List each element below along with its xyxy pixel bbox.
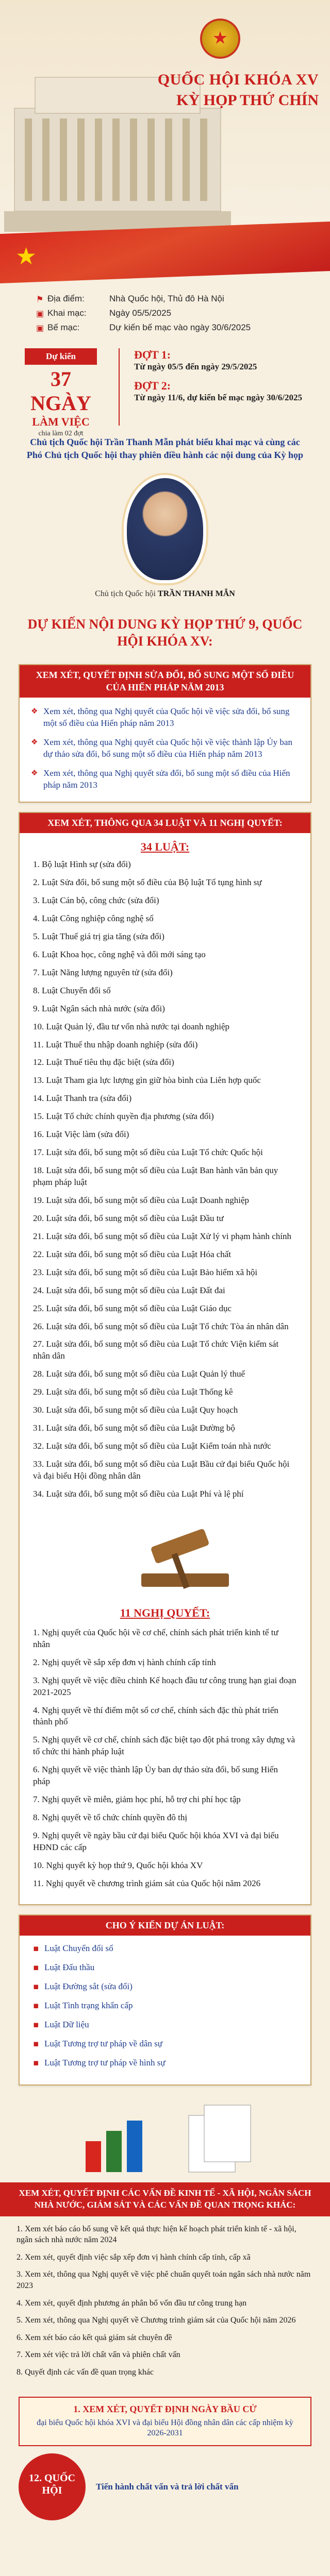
list-item: 18. Luật sửa đổi, bổ sung một số điều của Luật Ban hành văn bản quy phạm pháp luật xyxy=(33,1165,278,1188)
list-item: 22. Luật sửa đổi, bổ sung một số điều của Luật Hóa chất xyxy=(33,1249,232,1259)
list-item: ❖ Xem xét, thông qua Nghị quyết của Quốc hội về việc thành lập Ủy ban dự thảo sửa đổi, bổ sung một số điều của Hiến pháp năm 2013 xyxy=(31,737,299,760)
callout-caption: 1. XEM XÉT, QUYẾT ĐỊNH NGÀY BẦU CỬ xyxy=(73,2403,257,2414)
info-value: Nhà Quốc hội, Thủ đô Hà Nội xyxy=(109,294,224,303)
documents-icon xyxy=(19,2095,311,2177)
list-item: 2. Xem xét, quyết định việc sắp xếp đơn vị hành chính cấp tỉnh, cấp xã xyxy=(16,2252,251,2262)
list-item: 7. Nghị quyết về miễn, giảm học phí, hỗ trợ chi phí học tập xyxy=(33,1794,241,1805)
info-closing xyxy=(36,323,299,333)
list-item: 3. Luật Cán bộ, công chức (sửa đổi) xyxy=(33,895,159,906)
list-item: 3. Xem xét, thông qua Nghị quyết về việc phê chuẩn quyết toán ngân sách nhà nước năm 2023 xyxy=(16,2270,311,2290)
info-value: Ngày 05/5/2025 xyxy=(109,308,172,318)
info-opening xyxy=(36,308,299,318)
list-item: 8. Nghị quyết về tổ chức chính quyền đô thị xyxy=(33,1812,188,1823)
list-item: 13. Luật Tham gia lực lượng gìn giữ hòa bình của Liên hợp quốc xyxy=(33,1075,261,1086)
list-item: 29. Luật sửa đổi, bổ sung một số điều của Luật Thống kê xyxy=(33,1387,233,1397)
closing-text: Tiến hành chất vấn và trả lời chất vấn xyxy=(96,2482,239,2492)
laws-subhead: 34 LUẬT: xyxy=(140,840,190,854)
list-item: 11. Nghị quyết về chương trình giám sát của Quốc hội năm 2026 xyxy=(33,1878,261,1888)
closing-badge: 12. QUỐC HỘI xyxy=(19,2453,86,2520)
list-item: 7. Xem xét việc trả lời chất vấn và phiên chất vấn xyxy=(16,2350,180,2360)
program-heading: DỰ KIẾN NỘI DUNG KỲ HỌP THỨ 9, QUỐC HỘI KHÓA XV: xyxy=(27,617,303,649)
list-item: 20. Luật sửa đổi, bổ sung một số điều của Luật Đầu tư xyxy=(33,1213,224,1223)
list-item: 31. Luật sửa đổi, bổ sung một số điều của Luật Đường bộ xyxy=(33,1423,235,1433)
list-item: 6. Nghị quyết về việc thành lập Ủy ban dự thảo sửa đổi, bổ sung Hiến pháp xyxy=(33,1765,278,1787)
president-portrait-block xyxy=(0,467,330,611)
duration-days: 37 NGÀY xyxy=(30,367,91,415)
phase-title: ĐỢT 1: xyxy=(134,348,171,361)
list-item: 33. Luật sửa đổi, bổ sung một số điều của Luật Bầu cử đại biểu Quốc hội và đại biểu Hội đồng nhân dân xyxy=(33,1459,290,1481)
list-item: 2. Nghị quyết về sắp xếp đơn vị hành chính cấp tỉnh xyxy=(33,1657,216,1667)
laws-panel xyxy=(19,812,311,1905)
title-line-2: KỲ HỌP THỨ CHÍN xyxy=(176,92,319,109)
opinion-list xyxy=(20,1936,310,2084)
panel-title: XEM XÉT, QUYẾT ĐỊNH SỬA ĐỔI, BỔ SUNG MỘT SỐ ĐIỀU CỦA HIẾN PHÁP NĂM 2013 xyxy=(20,665,310,698)
phase-1 xyxy=(134,348,309,372)
question-session-block xyxy=(19,2453,311,2520)
caption-name: TRẦN THANH MẪN xyxy=(157,589,235,599)
list-item: 4. Xem xét, quyết định phương án phân bổ vốn đầu tư công trung hạn xyxy=(16,2298,247,2308)
president-portrait xyxy=(124,475,206,583)
flag-star-icon: ★ xyxy=(15,242,37,270)
callout-text: đại biểu Quốc hội khóa XVI và đại biểu Hội đồng nhân dân các cấp nhiệm kỳ 2026-2031 xyxy=(37,2418,293,2438)
duration-box xyxy=(25,348,97,437)
list-item: 6. Xem xét báo cáo kết quả giám sát chuyên đề xyxy=(16,2333,172,2342)
list-item: 7. Luật Năng lượng nguyên tử (sửa đổi) xyxy=(33,967,173,977)
list-item: ▪ Luật Tình trạng khẩn cấp xyxy=(33,2000,297,2012)
list-item: ❖ Xem xét, thông qua Nghị quyết sửa đổi, bổ sung một số điều của Hiến pháp năm 2013 xyxy=(31,768,299,791)
list-item: 14. Luật Thanh tra (sửa đổi) xyxy=(33,1093,132,1104)
schedule-block xyxy=(0,338,330,437)
list-item: 30. Luật sửa đổi, bổ sung một số điều của Luật Quy hoạch xyxy=(33,1405,238,1415)
duration-header: Dự kiến xyxy=(25,348,97,365)
list-item: 5. Nghị quyết về cơ chế, chính sách đặc biệt tạo đột phá trong xây dựng và tổ chức thi hành pháp luật xyxy=(33,1735,295,1757)
list-item: 3. Nghị quyết về việc điều chỉnh Kế hoạch đầu tư công trung hạn giai đoạn 2021-2025 xyxy=(33,1675,296,1697)
list-item: 10. Nghị quyết kỳ họp thứ 9, Quốc hội khóa XV xyxy=(33,1860,203,1870)
gavel-icon xyxy=(38,1517,330,1599)
list-item: 4. Nghị quyết về thí điểm một số cơ chế, chính sách đặc thù phát triển thành phố xyxy=(33,1705,278,1727)
list-item: 27. Luật sửa đổi, bổ sung một số điều của Luật Tổ chức Viện kiểm sát nhân dân xyxy=(33,1339,279,1361)
list-item: 5. Luật Thuế giá trị gia tăng (sửa đổi) xyxy=(33,931,164,941)
list-item: ❖ Xem xét, thông qua Nghị quyết của Quốc hội về việc sửa đổi, bổ sung một số điều của Hiến pháp năm 2013 xyxy=(31,706,299,730)
constitution-panel xyxy=(19,664,311,802)
constitution-list xyxy=(20,698,310,802)
duration-unit: LÀM VIỆC xyxy=(32,415,90,428)
list-item: ▪ Luật Chuyển đổi số xyxy=(33,1943,297,1955)
list-item: 1. Xem xét báo cáo bổ sung về kết quả thực hiện kế hoạch phát triển kinh tế - xã hội, ngân sách nhà nước năm 2024 xyxy=(16,2224,296,2245)
caption-prefix: Chủ tịch Quốc hội xyxy=(95,589,156,599)
list-item: 2. Luật Sửa đổi, bổ sung một số điều của Bộ luật Tố tụng hình sự xyxy=(33,877,262,888)
gavel-illustration xyxy=(38,1517,292,1599)
phase-dates: Từ ngày 05/5 đến ngày 29/5/2025 xyxy=(134,362,257,371)
duration-split: chia làm 02 đợt xyxy=(38,430,84,437)
list-item: 25. Luật sửa đổi, bổ sung một số điều của Luật Giáo dục xyxy=(33,1303,232,1313)
list-item: 11. Luật Thuế thu nhập doanh nghiệp (sửa đổi) xyxy=(33,1039,198,1049)
list-item: 5. Xem xét, thông qua Nghị quyết về Chương trình giám sát của Quốc hội năm 2026 xyxy=(16,2316,296,2325)
list-item: ▪ Luật Dữ liệu xyxy=(33,2019,297,2031)
hero-banner xyxy=(0,0,330,319)
election-callout xyxy=(19,2397,311,2447)
list-item: 17. Luật sửa đổi, bổ sung một số điều của Luật Tổ chức Quốc hội xyxy=(33,1147,263,1158)
list-item: 1. Bộ luật Hình sự (sửa đổi) xyxy=(33,859,131,870)
session-info xyxy=(36,294,299,333)
title-line-1: QUỐC HỘI KHÓA XV xyxy=(157,71,319,88)
list-item: 8. Quyết định các vấn đề quan trọng khác xyxy=(16,2367,154,2377)
info-label: Địa điểm: xyxy=(47,294,85,303)
supervision-heading: XEM XÉT, QUYẾT ĐỊNH CÁC VẤN ĐỀ KINH TẾ - XÃ HỘI, NGÂN SÁCH NHÀ NƯỚC, GIÁM SÁT VÀ CÁC VẤN ĐỀ QUAN TRỌNG KHÁC: xyxy=(0,2182,330,2216)
list-item: ▪ Luật Tương trợ tư pháp về dân sự xyxy=(33,2038,297,2050)
list-item: ▪ Luật Đường sắt (sửa đổi) xyxy=(33,1981,297,1993)
phase-dates: Từ ngày 11/6, dự kiến bế mạc ngày 30/6/2025 xyxy=(134,393,302,402)
resolution-list xyxy=(20,1625,310,1904)
list-item: 15. Luật Tổ chức chính quyền địa phương (sửa đổi) xyxy=(33,1111,214,1122)
list-item: 10. Luật Quản lý, đầu tư vốn nhà nước tại doanh nghiệp xyxy=(33,1021,230,1031)
info-location xyxy=(36,294,299,304)
list-item: 32. Luật sửa đổi, bổ sung một số điều của Luật Kiểm toán nhà nước xyxy=(33,1441,271,1451)
panel-title: XEM XÉT, THÔNG QUA 34 LUẬT VÀ 11 NGHỊ QUYẾT: xyxy=(20,813,310,833)
phase-title: ĐỢT 2: xyxy=(134,379,171,392)
list-item: ▪ Luật Tương trợ tư pháp về hình sự xyxy=(33,2057,297,2069)
law-list xyxy=(20,859,310,1512)
list-item: 28. Luật sửa đổi, bổ sung một số điều của Luật Quản lý thuế xyxy=(33,1369,245,1379)
info-label: Khai mạc: xyxy=(47,308,87,318)
list-item: 8. Luật Chuyển đổi số xyxy=(33,985,111,995)
list-item: 6. Luật Khoa học, công nghệ và đổi mới sáng tạo xyxy=(33,949,206,959)
calendar-icon: ▣ xyxy=(36,308,44,318)
info-label: Bế mạc: xyxy=(47,323,80,332)
schedule-divider xyxy=(119,348,120,426)
list-item: 26. Luật sửa đổi, bổ sung một số điều của Luật Tổ chức Tòa án nhân dân xyxy=(33,1321,289,1331)
list-item: 24. Luật sửa đổi, bổ sung một số điều của Luật Đất đai xyxy=(33,1285,225,1295)
opinions-panel xyxy=(19,1914,311,2086)
national-emblem-icon xyxy=(202,21,238,57)
list-item: 23. Luật sửa đổi, bổ sung một số điều của Luật Bảo hiểm xã hội xyxy=(33,1267,258,1277)
list-item: 34. Luật sửa đổi, bổ sung một số điều của Luật Phí và lệ phí xyxy=(33,1488,244,1499)
list-item: 9. Luật Ngân sách nhà nước (sửa đổi) xyxy=(33,1003,165,1013)
calendar-icon: ▣ xyxy=(36,323,44,333)
list-item: 1. Nghị quyết của Quốc hội về cơ chế, chính sách phát triển kinh tế tư nhân xyxy=(33,1627,278,1649)
location-pin-icon: ⚑ xyxy=(36,294,44,304)
intro-text: Chủ tịch Quốc hội Trần Thanh Mẫn phát biểu khai mạc và cùng các Phó Chủ tịch Quốc hội thay phiên điều hành các nội dung của Kỳ họp xyxy=(26,437,304,461)
list-item: 16. Luật Việc làm (sửa đổi) xyxy=(33,1129,129,1140)
resolutions-subhead: 11 NGHỊ QUYẾT: xyxy=(120,1606,210,1619)
list-item: 4. Luật Công nghiệp công nghệ số xyxy=(33,913,154,923)
portrait-caption xyxy=(0,589,330,599)
panel-title: CHO Ý KIẾN DỰ ÁN LUẬT: xyxy=(20,1916,310,1936)
parliament-building-illustration xyxy=(4,36,231,232)
list-item: 9. Nghị quyết về ngày bầu cử đại biểu Quốc hội khóa XVI và đại biểu HĐND các cấp xyxy=(33,1831,279,1852)
phase-2 xyxy=(134,379,309,403)
phases xyxy=(134,348,309,410)
list-item: 21. Luật sửa đổi, bổ sung một số điều của Luật Xử lý vi phạm hành chính xyxy=(33,1231,291,1241)
list-item: 12. Luật Thuế tiêu thụ đặc biệt (sửa đổi) xyxy=(33,1057,174,1067)
info-value: Dự kiến bế mạc vào ngày 30/6/2025 xyxy=(109,323,251,332)
supervision-list xyxy=(0,2216,330,2392)
documents-illustration xyxy=(19,2095,311,2177)
list-item: 19. Luật sửa đổi, bổ sung một số điều của Luật Doanh nghiệp xyxy=(33,1195,250,1205)
list-item: ▪ Luật Đấu thầu xyxy=(33,1962,297,1974)
